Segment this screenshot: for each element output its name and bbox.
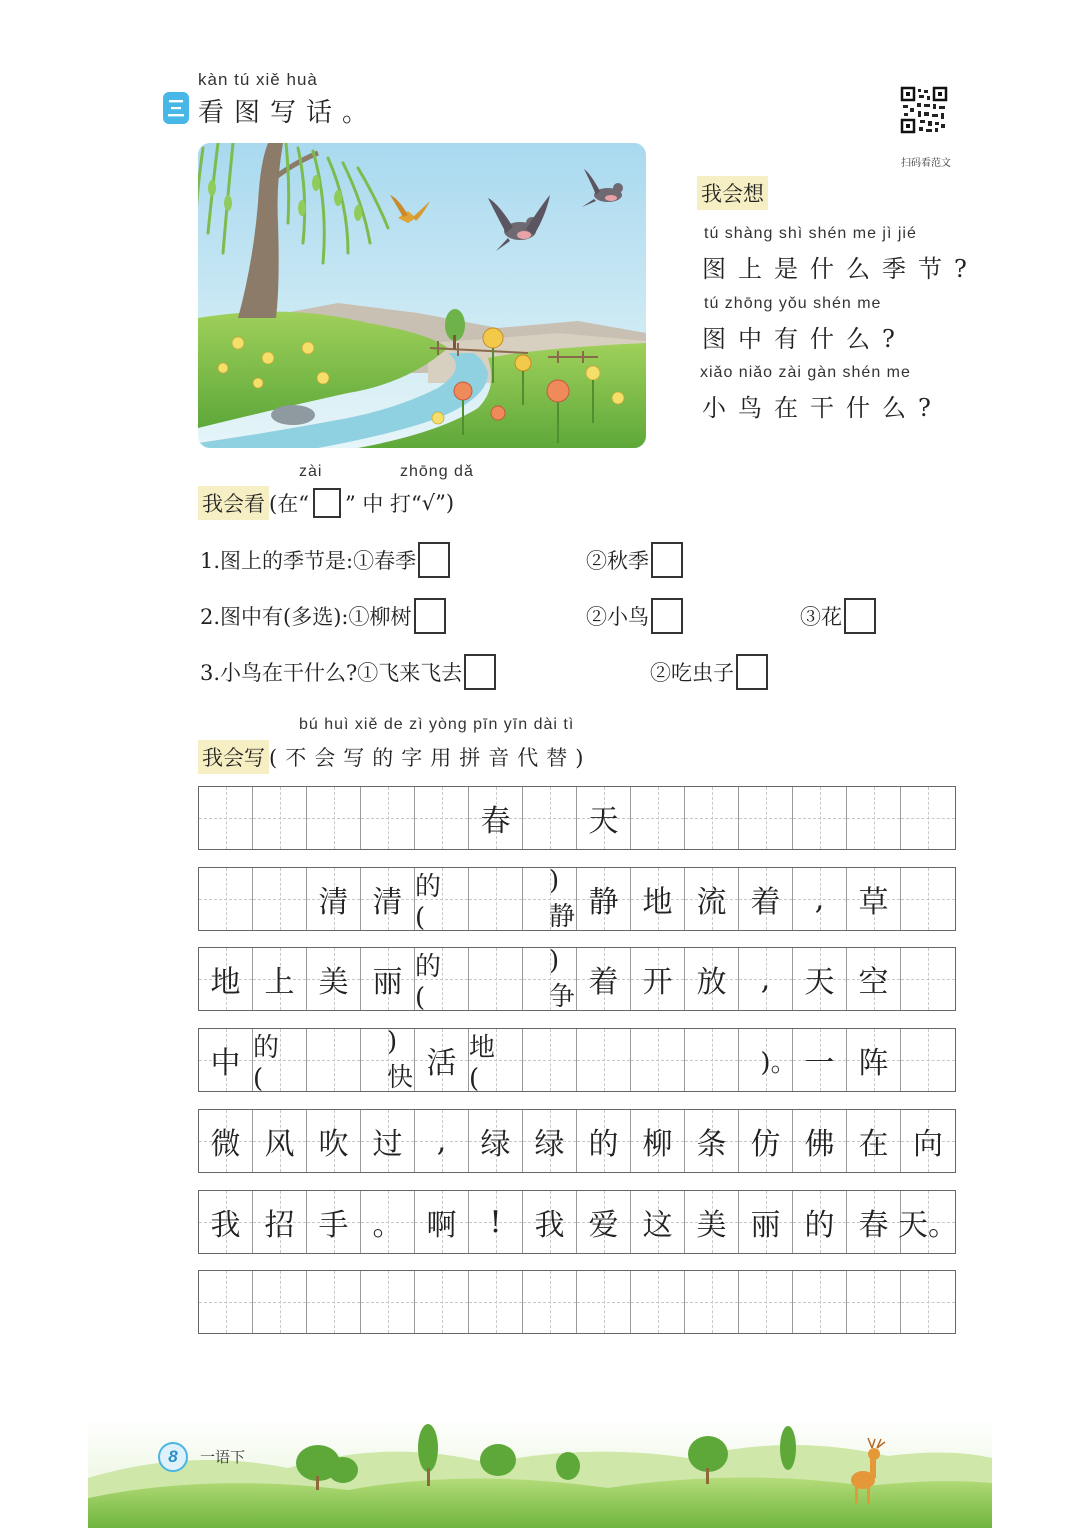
grid-cell-blank[interactable] [469, 1271, 523, 1333]
book-label: 一语下 [200, 1449, 246, 1466]
look-instruction [198, 486, 454, 520]
grid-cell-blank[interactable] [199, 1271, 253, 1333]
grid-cell-blank[interactable] [199, 787, 253, 849]
grid-char: 微 [210, 1127, 241, 1162]
grid-cell [793, 1029, 847, 1091]
grid-char: )争 [549, 945, 576, 1012]
grid-char: 的 [588, 1127, 619, 1162]
grid-cell-blank[interactable] [631, 1271, 685, 1333]
grid-cell [577, 868, 631, 930]
look-q1 [200, 542, 450, 578]
think-q3-text: 小鸟在干什么? [702, 394, 943, 422]
look-q2-opt3-wrap [800, 598, 876, 634]
grid-char: 地 [210, 965, 241, 1000]
grid-cell-blank[interactable] [685, 787, 739, 849]
grid-char: 的( [415, 951, 442, 1013]
section-title: 看图写话。 [198, 98, 379, 128]
grid-cell-blank[interactable] [523, 1029, 577, 1091]
grid-cell [199, 1191, 253, 1253]
grid-char: 我 [210, 1208, 241, 1243]
grid-char: 静 [588, 885, 619, 920]
grid-cell [631, 1110, 685, 1172]
grid-cell [307, 1110, 361, 1172]
grid-cell [577, 1191, 631, 1253]
grid-char: 地 [642, 885, 673, 920]
grid-char: 着 [588, 965, 619, 1000]
grid-cell [307, 868, 361, 930]
grid-char: 丽 [750, 1208, 781, 1243]
write-label: 我会写 [198, 740, 269, 774]
grid-cell-blank[interactable] [901, 868, 955, 930]
checkbox-spring[interactable] [418, 542, 450, 578]
grid-cell [469, 1110, 523, 1172]
grid-char: 一 [804, 1046, 835, 1081]
grid-cell-blank[interactable] [901, 787, 955, 849]
footer-landscape-illustration [88, 1418, 992, 1528]
grid-cell [793, 1191, 847, 1253]
think-label: 我会想 [697, 176, 768, 210]
grid-char: 中 [210, 1046, 241, 1081]
grid-char: 吹 [318, 1127, 349, 1162]
grid-cell [361, 1191, 415, 1253]
grid-cell [253, 1191, 307, 1253]
grid-cell [199, 1110, 253, 1172]
grid-char: 柳 [642, 1127, 673, 1162]
grid-cell-blank[interactable] [847, 787, 901, 849]
look-instr-pre: (在“ [269, 492, 309, 516]
grid-row [198, 1190, 956, 1254]
grid-cell [847, 1029, 901, 1091]
grid-char: , [436, 1123, 447, 1159]
grid-cell [415, 948, 469, 1013]
grid-cell-blank[interactable] [361, 1271, 415, 1333]
grid-cell-blank[interactable] [523, 1271, 577, 1333]
grid-cell [793, 948, 847, 1010]
grid-cell [523, 1191, 577, 1253]
grid-cell [307, 948, 361, 1010]
grid-cell [901, 1110, 955, 1172]
grid-cell [685, 868, 739, 930]
look-pinyin-zai: zài [299, 463, 323, 480]
grid-cell [685, 948, 739, 1010]
grid-cell-blank[interactable] [901, 948, 955, 1010]
grid-cell-blank[interactable] [253, 1271, 307, 1333]
grid-cell [361, 868, 415, 930]
checkbox-flying[interactable] [464, 654, 496, 690]
look-q2-option-2: ②小鸟 [586, 605, 649, 629]
grid-cell-blank[interactable] [739, 787, 793, 849]
qr-code-label: 扫码看范文 [901, 158, 951, 169]
grid-cell-blank[interactable] [793, 1271, 847, 1333]
grid-cell [631, 868, 685, 930]
grid-cell-blank[interactable] [307, 787, 361, 849]
grid-cell-blank[interactable] [847, 1271, 901, 1333]
grid-cell [739, 1110, 793, 1172]
grid-cell [523, 1110, 577, 1172]
grid-char: 活 [426, 1046, 457, 1081]
look-q3-option-2: ②吃虫子 [650, 661, 734, 685]
grid-cell-blank[interactable] [685, 1271, 739, 1333]
grid-char: 春 [858, 1208, 889, 1243]
grid-char: 手 [318, 1208, 349, 1243]
grid-row [198, 1109, 956, 1173]
grid-row [198, 867, 956, 931]
grid-cell [361, 948, 415, 1010]
grid-cell-blank[interactable] [523, 787, 577, 849]
grid-cell [523, 865, 577, 932]
look-q1-opt2-wrap [586, 542, 683, 578]
look-q2 [200, 598, 446, 634]
grid-char: 我 [534, 1208, 565, 1243]
look-q2-opt2-wrap [586, 598, 683, 634]
page-number: 8 [158, 1442, 188, 1472]
grid-cell [739, 948, 793, 1010]
grid-char: 的( [253, 1032, 280, 1094]
grid-char: 天 [804, 965, 835, 1000]
grid-row [198, 947, 956, 1011]
grid-cell [469, 787, 523, 849]
grid-char: ! [489, 1204, 502, 1240]
grid-char: )快 [387, 1026, 414, 1093]
grid-char: 天。 [898, 1208, 958, 1243]
grid-cell [307, 1191, 361, 1253]
grid-char: 天 [588, 804, 619, 839]
grid-cell [847, 868, 901, 930]
section-number-icon [163, 92, 189, 124]
grid-cell [253, 1110, 307, 1172]
section-title-pinyin: kàn tú xiě huà [198, 70, 318, 89]
grid-char: 这 [642, 1208, 673, 1243]
look-instr-post: √”) [421, 491, 455, 515]
grid-cell [199, 948, 253, 1010]
grid-char: 啊 [426, 1208, 457, 1243]
grid-cell [253, 948, 307, 1010]
grid-cell-blank[interactable] [793, 787, 847, 849]
look-q3-option-1: ①飞来飞去 [357, 661, 463, 685]
look-q1-option-1: ①春季 [353, 549, 417, 573]
qr-code-icon[interactable] [900, 86, 948, 152]
grid-char: 放 [696, 965, 727, 1000]
grid-cell [685, 1110, 739, 1172]
look-q1-option-2: ②秋季 [586, 549, 649, 573]
grid-cell-blank[interactable] [307, 1271, 361, 1333]
look-label: 我会看 [198, 486, 269, 520]
grid-char: 上 [264, 965, 295, 1000]
grid-char: )。 [760, 1047, 797, 1078]
grid-cell [469, 1029, 523, 1094]
grid-cell-blank[interactable] [469, 868, 523, 930]
look-instr-mid: ” 中 打“ [344, 492, 422, 516]
grid-cell [469, 1191, 523, 1253]
write-pinyin: bú huì xiě de zì yòng pīn yīn dài tì [299, 716, 575, 733]
grid-cell [415, 1029, 469, 1091]
grid-cell [898, 1191, 958, 1253]
checkbox-autumn[interactable] [651, 542, 683, 578]
grid-cell-blank[interactable] [361, 787, 415, 849]
grid-cell-blank[interactable] [415, 1271, 469, 1333]
grid-cell-blank[interactable] [577, 1029, 631, 1091]
grid-cell [793, 868, 847, 930]
grid-cell [577, 787, 631, 849]
look-q3 [200, 654, 496, 690]
grid-char: 地( [469, 1032, 496, 1094]
grid-char: 风 [264, 1127, 295, 1162]
grid-char: 美 [696, 1208, 727, 1243]
grid-char: 阵 [858, 1046, 889, 1081]
grid-char: 开 [642, 965, 673, 1000]
spring-scene-illustration [198, 143, 646, 448]
grid-cell [793, 1110, 847, 1172]
write-instr-text: (不会写的字用拼音代替) [269, 746, 592, 770]
grid-cell [739, 1029, 797, 1091]
grid-cell [415, 1191, 469, 1253]
grid-char: , [814, 881, 825, 917]
look-q2-prompt: 2.图中有(多选): [200, 605, 349, 629]
grid-cell-blank[interactable] [253, 868, 307, 930]
grid-cell-blank[interactable] [901, 1029, 955, 1091]
grid-char: 仿 [750, 1127, 781, 1162]
grid-char: 的( [415, 871, 442, 933]
think-q2-pinyin: tú zhōng yǒu shén me [704, 295, 882, 312]
grid-cell-blank[interactable] [415, 787, 469, 849]
grid-char: 绿 [480, 1127, 511, 1162]
grid-cell [847, 1191, 901, 1253]
grid-char: )静 [549, 865, 576, 932]
think-q3-pinyin: xiǎo niǎo zài gàn shén me [700, 364, 911, 381]
grid-char: 佛 [804, 1127, 835, 1162]
grid-cell-blank[interactable] [685, 1029, 739, 1091]
grid-char: , [760, 961, 771, 997]
sample-checkbox [313, 488, 341, 518]
grid-row [198, 1270, 956, 1334]
grid-cell [685, 1191, 739, 1253]
grid-cell-blank[interactable] [469, 948, 523, 1010]
look-q3-opt2-wrap [650, 654, 768, 690]
grid-cell [631, 948, 685, 1010]
grid-cell [847, 1110, 901, 1172]
grid-cell-blank[interactable] [631, 787, 685, 849]
grid-char: 的 [804, 1208, 835, 1243]
grid-row [198, 786, 956, 850]
grid-cell [631, 1191, 685, 1253]
grid-char: 向 [913, 1127, 943, 1162]
grid-char: 美 [318, 965, 349, 1000]
look-q1-prompt: 1.图上的季节是: [200, 549, 354, 573]
grid-cell [415, 868, 469, 933]
checkbox-flower[interactable] [844, 598, 876, 634]
checkbox-willow[interactable] [414, 598, 446, 634]
think-q1-text: 图上是什么季节? [702, 255, 979, 283]
grid-cell [199, 1029, 253, 1091]
grid-cell [361, 1026, 415, 1093]
grid-cell-blank[interactable] [577, 1271, 631, 1333]
look-q3-prompt: 3.小鸟在干什么? [200, 661, 358, 685]
grid-char: 爱 [588, 1208, 619, 1243]
grid-cell [361, 1110, 415, 1172]
grid-cell [577, 1110, 631, 1172]
grid-cell [577, 948, 631, 1010]
grid-cell-blank[interactable] [199, 868, 253, 930]
grid-char: 流 [696, 885, 727, 920]
grid-cell [523, 945, 577, 1012]
grid-cell-blank[interactable] [901, 1271, 955, 1333]
think-q2-text: 图中有什么? [702, 325, 907, 353]
write-instruction [198, 740, 591, 774]
think-q1-pinyin: tú shàng shì shén me jì jié [704, 225, 917, 242]
grid-char: 空 [858, 965, 889, 1000]
grid-char: 。 [372, 1208, 403, 1243]
grid-cell [847, 948, 901, 1010]
grid-char: 条 [696, 1127, 727, 1162]
grid-row [198, 1028, 956, 1092]
grid-char: 清 [318, 885, 349, 920]
grid-cell [739, 1191, 793, 1253]
grid-cell [253, 1029, 307, 1094]
grid-char: 丽 [372, 965, 403, 1000]
grid-char: 清 [372, 885, 403, 920]
grid-cell-blank[interactable] [631, 1029, 685, 1091]
grid-char: 在 [858, 1127, 889, 1162]
grid-cell [739, 868, 793, 930]
look-pinyin-zhongda: zhōng dǎ [400, 463, 474, 480]
grid-char: 过 [372, 1127, 403, 1162]
grid-char: 绿 [534, 1127, 565, 1162]
grid-cell [415, 1110, 469, 1172]
checkbox-eating-bugs[interactable] [736, 654, 768, 690]
look-q2-option-3: ③花 [800, 605, 842, 629]
grid-char: 招 [264, 1208, 295, 1243]
grid-cell-blank[interactable] [739, 1271, 793, 1333]
grid-char: 草 [858, 885, 889, 920]
look-q2-option-1: ①柳树 [348, 605, 412, 629]
grid-char: 着 [750, 885, 781, 920]
grid-cell-blank[interactable] [307, 1029, 361, 1091]
checkbox-bird[interactable] [651, 598, 683, 634]
grid-cell-blank[interactable] [253, 787, 307, 849]
grid-char: 春 [480, 804, 511, 839]
